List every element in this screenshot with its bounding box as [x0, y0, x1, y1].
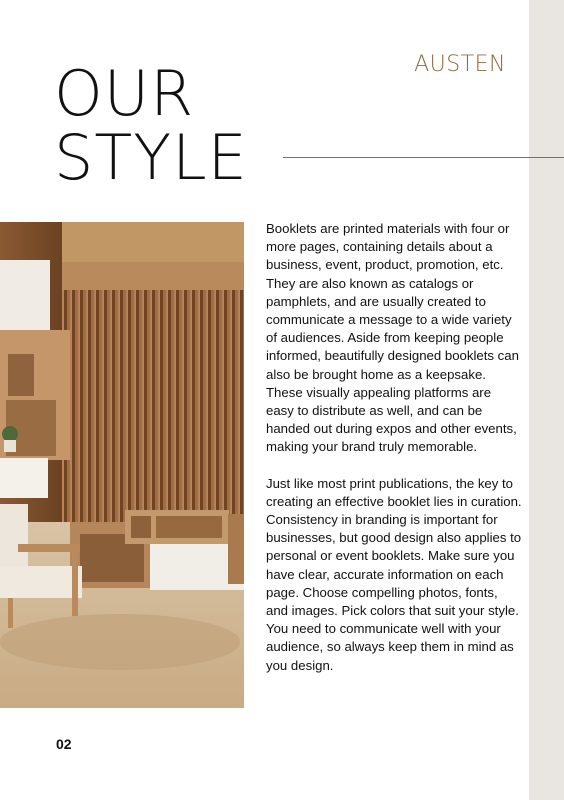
divider-line — [283, 157, 564, 158]
paragraph-2: Just like most print publications, the key to creating an effective booklet lies in curation. Consistency in branding is important for businesses, but good design also applies to personal or event booklets. Make sure you have clear, accurate information on each page. Choose compelling photos, fonts, and images. Pick colors that suit your style. You need to communicate well with your audience, so always keep them in mind as you design. — [266, 475, 522, 673]
interior-photo — [0, 222, 244, 708]
paragraph-1: Booklets are printed materials with four or more pages, containing details about a business, event, product, promotion, etc. They are also known as catalogs or pamphlets, and are usually created to communicate a message to a wide variety of audiences. Aside from keeping people informed, beautifully designed booklets can also be brought home as a keepsake. These visually appealing platforms are easy to distribute as well, and can be handed out during expos and other events, making your brand truly memorable. — [266, 221, 519, 455]
body-text — [266, 220, 522, 693]
brand-logo: AUSTEN — [414, 52, 506, 77]
title-line-1: OUR — [54, 57, 195, 130]
side-bar — [529, 0, 564, 800]
page-title — [54, 57, 248, 194]
title-line-2: STYLE — [54, 121, 248, 194]
page-number: 02 — [56, 736, 72, 752]
